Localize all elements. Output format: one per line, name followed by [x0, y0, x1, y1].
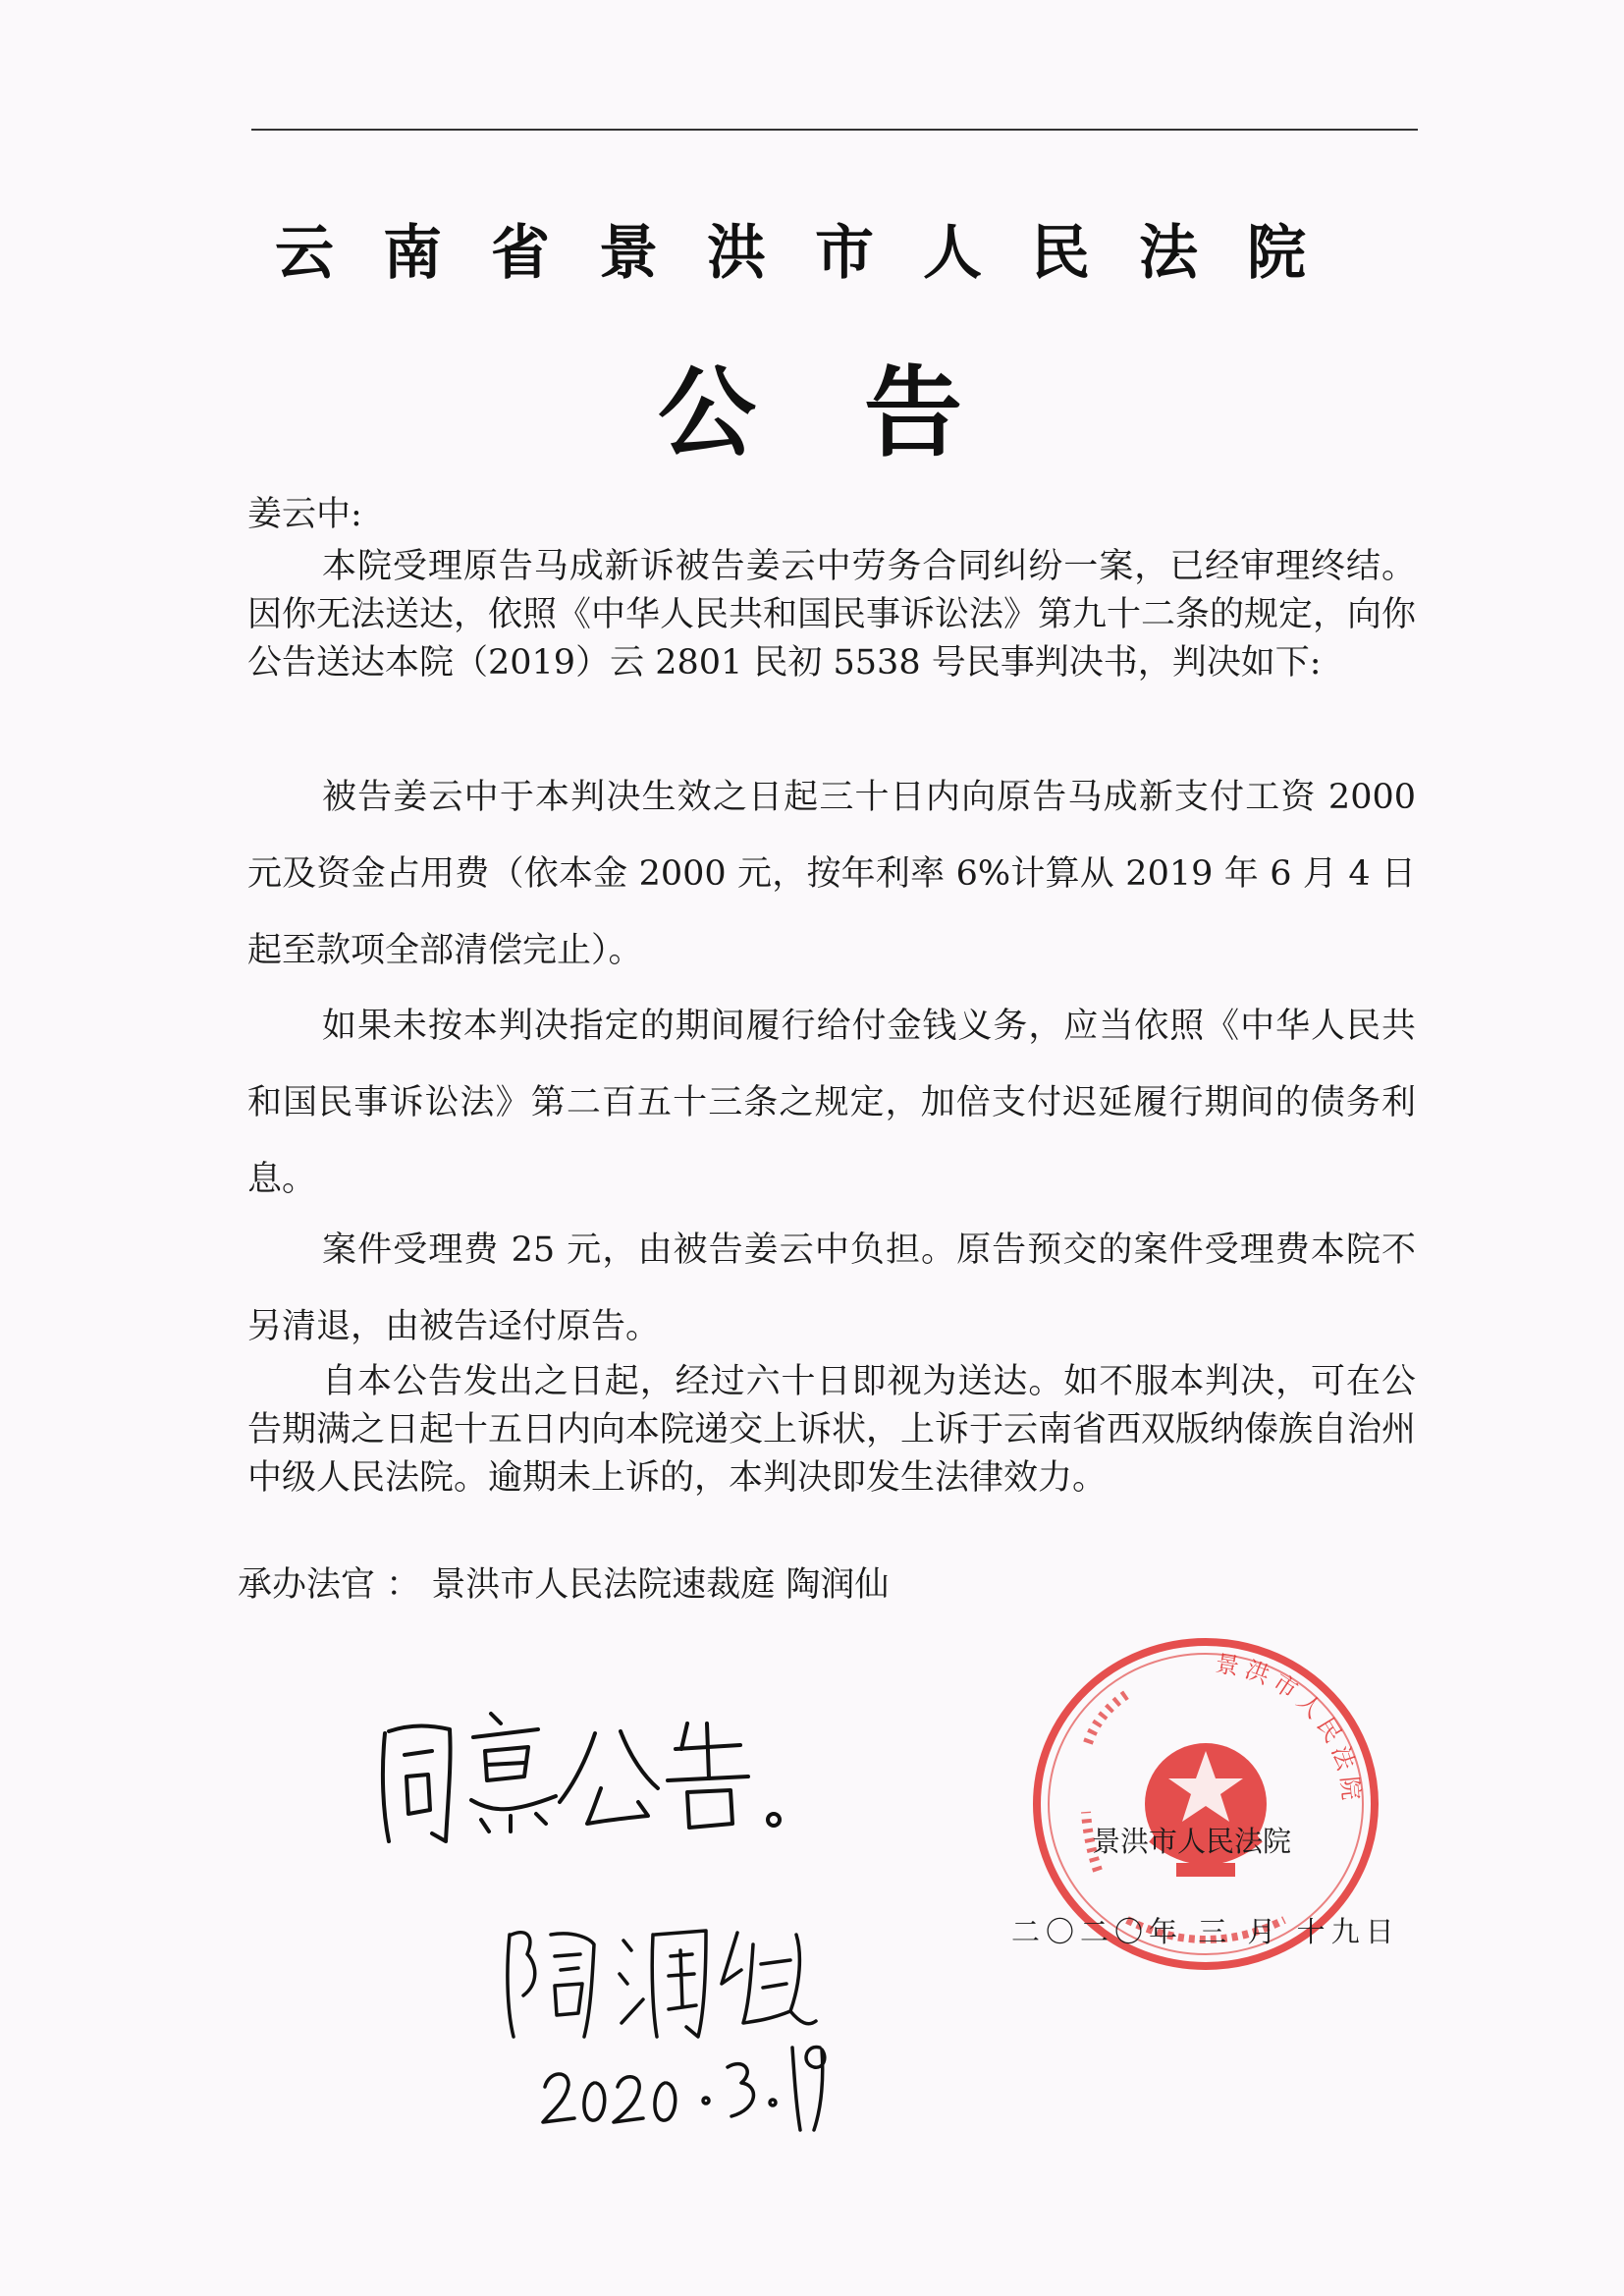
seal-ring-text: 景洪市人民法院	[1213, 1649, 1366, 1808]
court-name: 云南省景洪市人民法院	[275, 219, 1355, 288]
handwritten-signature	[496, 1905, 820, 2043]
document-title: 公告	[658, 355, 1070, 470]
stamp-label: 景洪市人民法院	[1092, 1825, 1292, 1858]
header-rule	[251, 129, 1418, 131]
issue-date: 二〇二〇年 三 月 十九日	[1011, 1915, 1400, 1948]
addressee: 姜云中:	[247, 495, 362, 534]
paragraph-3: 如果未按本判决指定的期间履行给付金钱义务，应当依照《中华人民共和国民事诉讼法》第二百五十三条之规定，加倍支付迟延履行期间的债务利息。	[247, 1007, 1416, 1199]
handwritten-date	[535, 2028, 830, 2136]
judge-line: 承办法官 ： 景洪市人民法院速裁庭 陶润仙	[238, 1565, 890, 1605]
paragraph-5: 自本公告发出之日起，经过六十日即视为送达。如不服本判决，可在公告期满之日起十五日内向本院递交上诉状，上诉于云南省西双版纳傣族自治州中级人民法院。逾期未上诉的，本判决即发生法律效力。	[247, 1362, 1417, 1498]
paragraph-2: 被告姜云中于本判决生效之日起三十日内向原告马成新支付工资 2000 元及资金占用费（依本金 2000 元，按年利率 6%计算从 2019 年 6 月 4 日起至款项全部清偿完止）。	[247, 778, 1416, 970]
paragraph-1: 本院受理原告马成新诉被告姜云中劳务合同纠纷一案，已经审理终结。因你无法送达，依照《中华人民共和国民事诉讼法》第九十二条的规定，向你公告送达本院（2019）云 2801 民初 5538 号民事判决书，判决如下:	[247, 547, 1417, 683]
handwritten-approval	[363, 1694, 795, 1851]
paragraph-4: 案件受理费 25 元，由被告姜云中负担。原告预交的案件受理费本院不另清退，由被告迳付原告。	[247, 1230, 1416, 1346]
